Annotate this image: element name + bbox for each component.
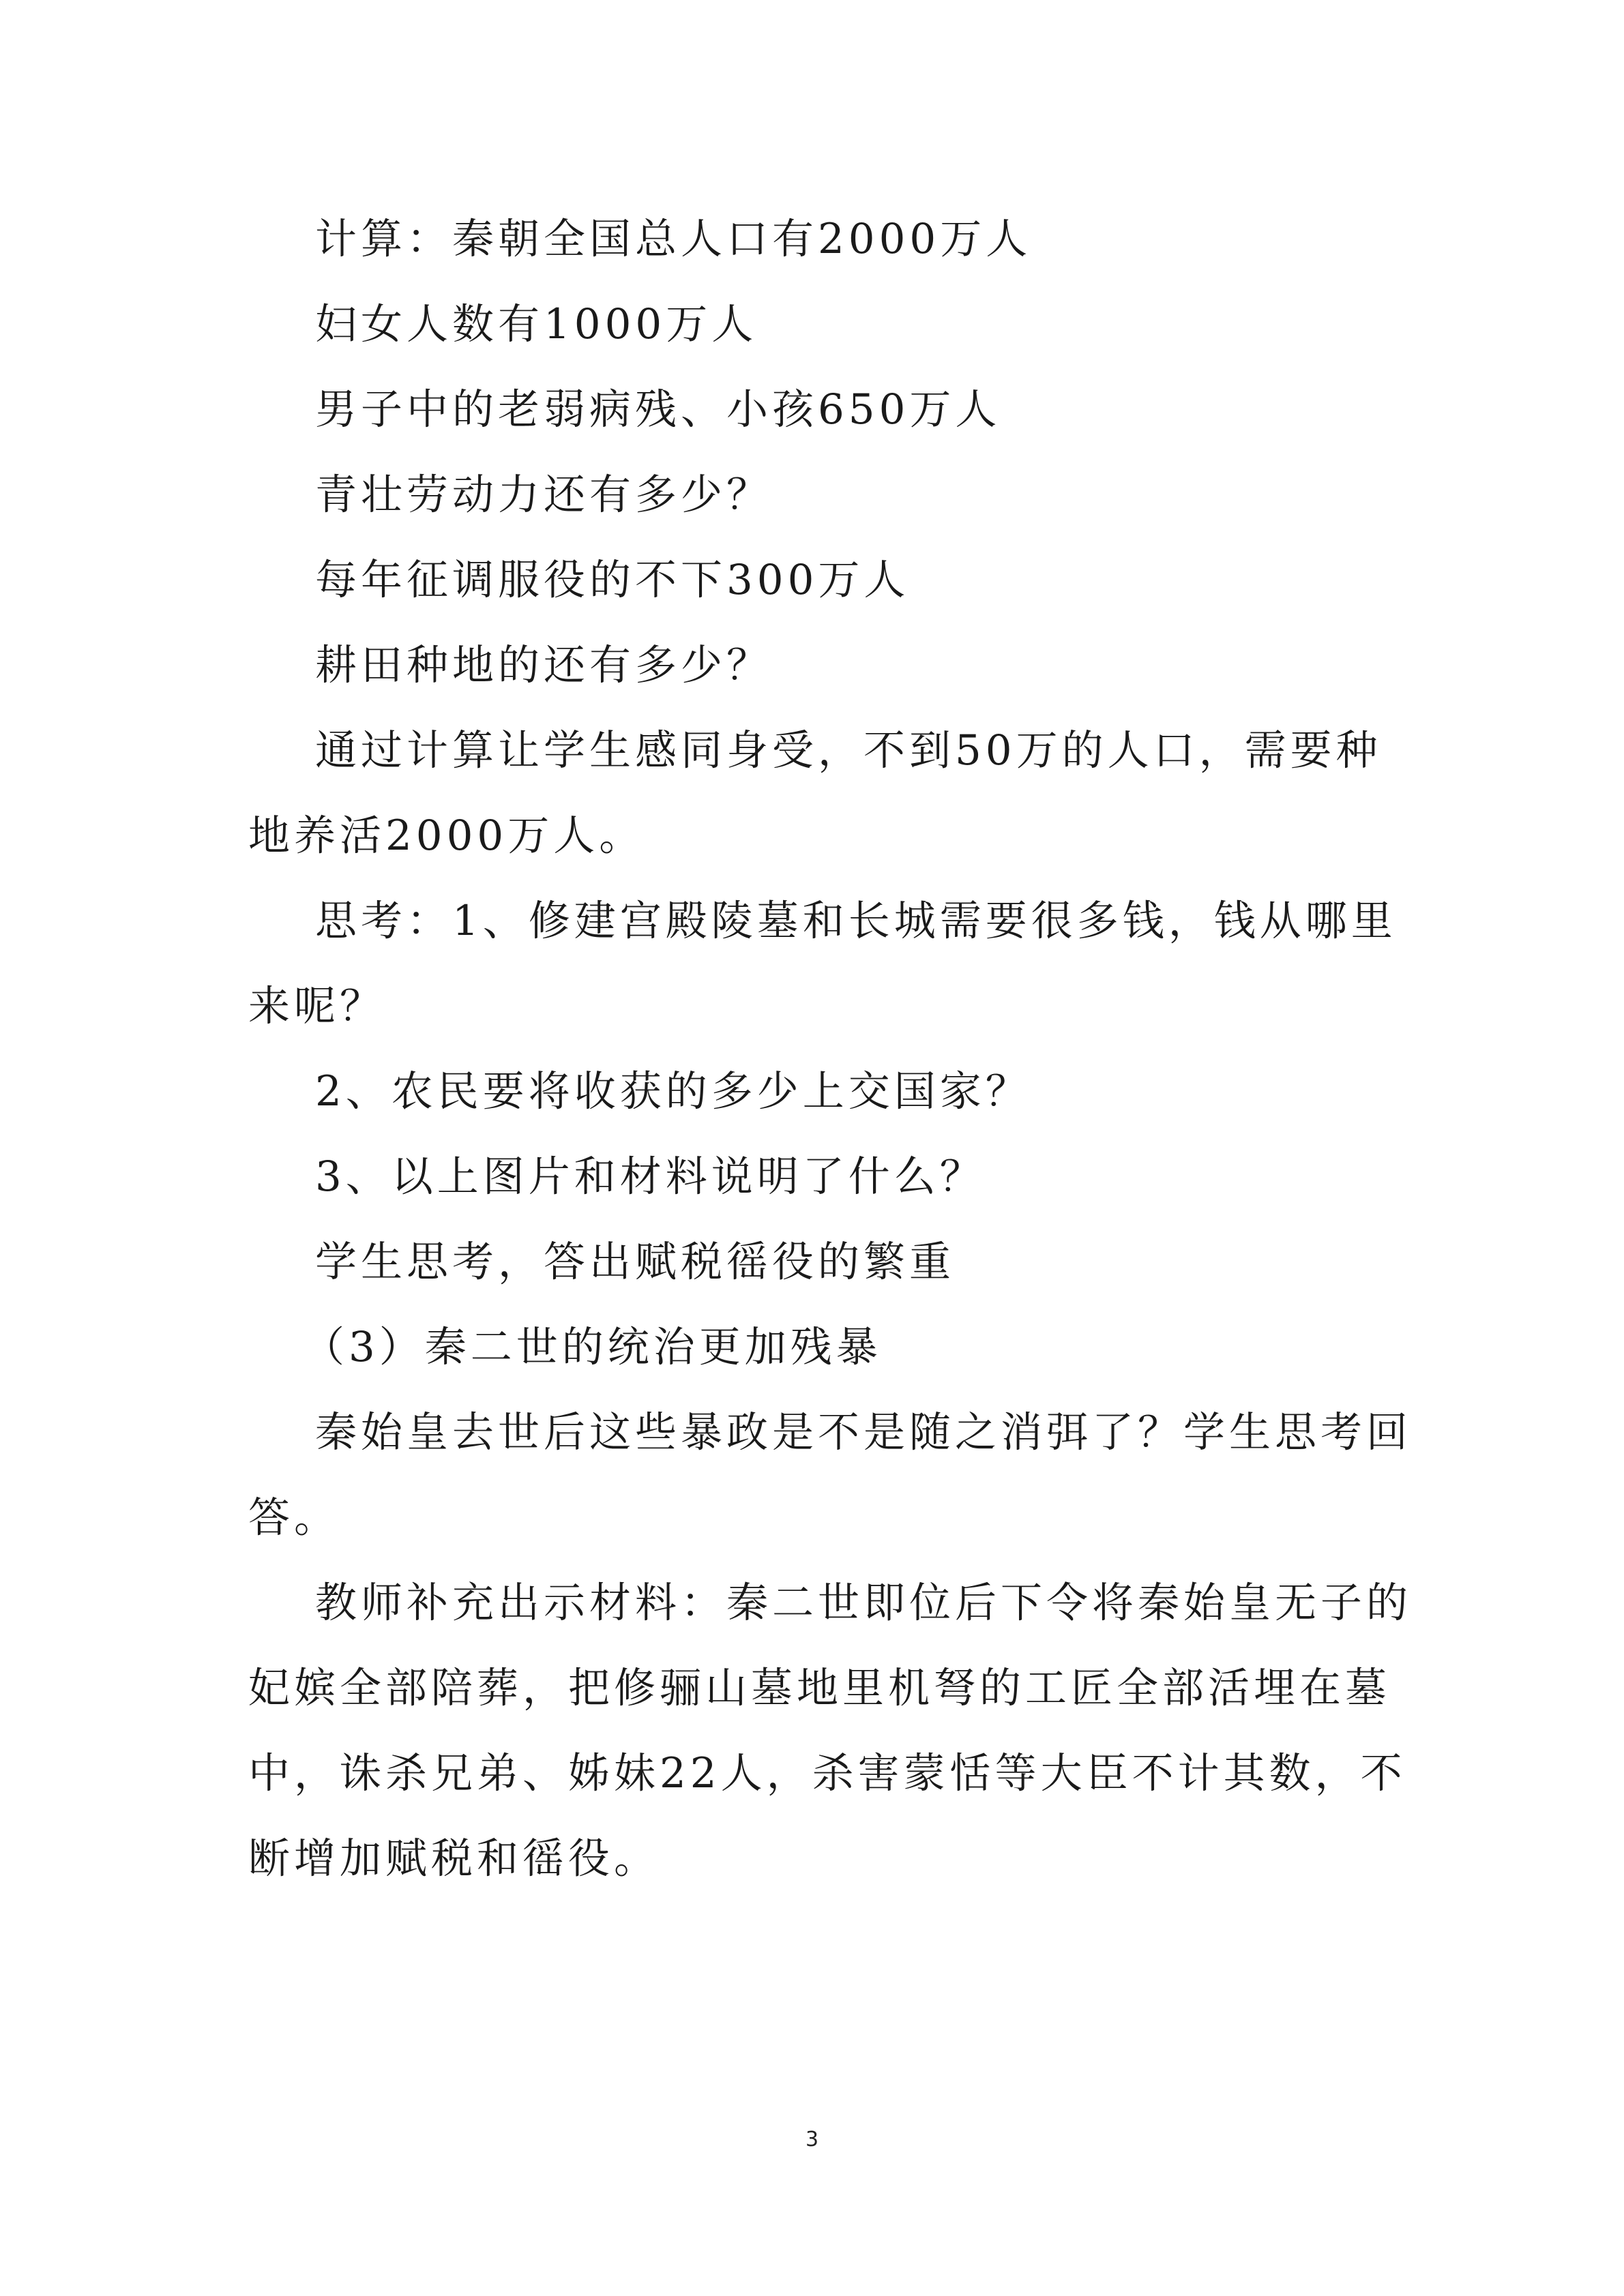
section-heading: （3）秦二世的统治更加残暴: [303, 1323, 882, 1371]
paragraph-line: 3、以上图片和材料说明了什么？: [315, 1152, 986, 1201]
paragraph-line: 学生思考，答出赋税徭役的繁重: [315, 1238, 956, 1286]
paragraph-line: 地养活2000万人。: [248, 811, 645, 860]
paragraph-line: 来呢？: [248, 982, 386, 1030]
paragraph-line: 断增加赋税和徭役。: [248, 1834, 660, 1883]
paragraph-line: 青壮劳动力还有多少？: [315, 471, 773, 519]
paragraph-line: 通过计算让学生感同身受，不到50万的人口，需要种: [315, 726, 1382, 775]
paragraph-line: 妇女人数有1000万人: [315, 300, 758, 348]
paragraph-line: 教师补充出示材料：秦二世即位后下令将秦始皇无子的: [315, 1579, 1413, 1627]
page-number: 3: [805, 2128, 819, 2151]
paragraph-line: 每年征调服役的不下300万人: [315, 556, 910, 604]
paragraph-line: 耕田种地的还有多少？: [315, 641, 773, 689]
paragraph-line: 秦始皇去世后这些暴政是不是随之消弭了？学生思考回: [315, 1408, 1413, 1457]
paragraph-line: 计算：秦朝全国总人口有2000万人: [315, 215, 1032, 263]
paragraph-line: 妃嫔全部陪葬，把修骊山墓地里机弩的工匠全部活埋在墓: [248, 1664, 1391, 1712]
paragraph-line: 男子中的老弱病残、小孩650万人: [315, 385, 1001, 434]
paragraph-line: 思考：1、修建宫殿陵墓和长城需要很多钱，钱从哪里: [315, 897, 1397, 945]
paragraph-line: 2、农民要将收获的多少上交国家？: [315, 1067, 1031, 1116]
paragraph-line: 答。: [248, 1493, 340, 1542]
paragraph-line: 中，诛杀兄弟、姊妹22人，杀害蒙恬等大臣不计其数，不: [248, 1749, 1406, 1798]
